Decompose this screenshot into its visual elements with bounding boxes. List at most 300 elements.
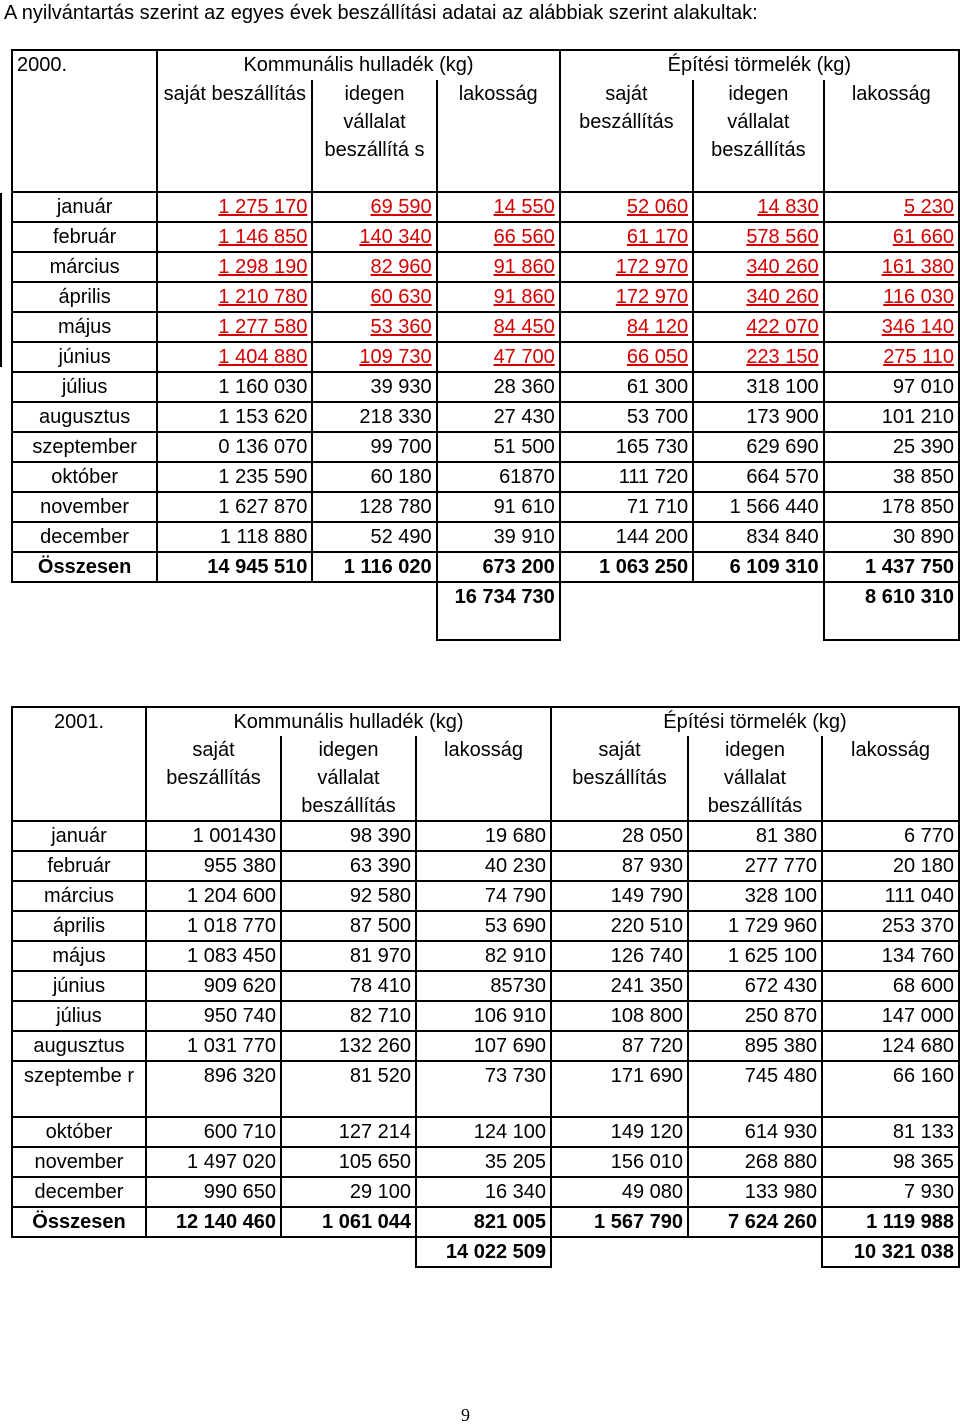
value-cell xyxy=(437,282,560,312)
value-cell xyxy=(146,941,281,971)
cell-value: 60 630 xyxy=(370,286,432,308)
value-cell xyxy=(560,432,693,462)
cell-value: 1 083 450 xyxy=(187,945,276,967)
value-cell xyxy=(551,1117,688,1147)
month-label: március xyxy=(12,252,157,282)
table-row xyxy=(12,851,959,881)
value-cell xyxy=(693,312,824,342)
value-cell xyxy=(688,1031,822,1061)
month-label: augusztus xyxy=(12,1031,146,1061)
cell-value: 5 230 xyxy=(903,196,954,218)
cell-value: 38 850 xyxy=(892,466,954,488)
table-row xyxy=(12,432,959,462)
value-cell xyxy=(693,372,824,402)
cell-value: 105 650 xyxy=(338,1151,411,1173)
cell-value: 223 150 xyxy=(746,346,819,368)
value-cell xyxy=(551,1147,688,1177)
month-label: november xyxy=(12,1147,146,1177)
cell-value: 20 180 xyxy=(892,855,954,877)
value-cell xyxy=(551,1031,688,1061)
month-label: augusztus xyxy=(12,402,157,432)
table-row xyxy=(12,282,959,312)
total-label: Összesen xyxy=(12,1207,146,1237)
grand-total-communal: 14 022 509 xyxy=(416,1237,551,1267)
cell-value: 1 118 880 xyxy=(219,526,308,548)
header-empty xyxy=(12,80,157,192)
table-row xyxy=(12,1147,959,1177)
value-cell xyxy=(551,1061,688,1117)
group-communal-waste: Kommunális hulladék (kg) xyxy=(157,50,559,80)
cell-value: 74 790 xyxy=(484,885,546,907)
cell-value: 99 700 xyxy=(370,436,432,458)
cell-value: 30 890 xyxy=(892,526,954,548)
value-cell xyxy=(437,342,560,372)
cell-value: 1 625 100 xyxy=(728,945,817,967)
value-cell xyxy=(693,342,824,372)
cell-value: 14 830 xyxy=(757,196,819,218)
value-cell xyxy=(688,1117,822,1147)
cell-value: 1 153 620 xyxy=(218,406,308,428)
value-cell xyxy=(416,1147,551,1177)
table-row xyxy=(12,881,959,911)
value-cell xyxy=(312,432,436,462)
value-cell xyxy=(551,821,688,851)
total-value: 673 200 xyxy=(437,552,560,582)
value-cell xyxy=(560,222,693,252)
table-row xyxy=(12,1001,959,1031)
value-cell xyxy=(822,1147,959,1177)
value-cell xyxy=(560,492,693,522)
header-residents-2: lakosság xyxy=(822,736,959,821)
value-cell xyxy=(437,522,560,552)
value-cell xyxy=(416,1001,551,1031)
cell-value: 218 330 xyxy=(359,406,432,428)
total-value: 7 624 260 xyxy=(688,1207,822,1237)
value-cell xyxy=(824,402,959,432)
cell-value: 66 050 xyxy=(626,346,689,368)
cell-value: 1 235 590 xyxy=(218,466,308,488)
value-cell xyxy=(693,462,824,492)
cell-value: 134 760 xyxy=(881,945,954,967)
value-cell xyxy=(560,402,693,432)
value-cell xyxy=(551,971,688,1001)
total-value: 821 005 xyxy=(416,1207,551,1237)
total-value: 1 116 020 xyxy=(312,552,436,582)
cell-value: 69 590 xyxy=(370,196,432,218)
value-cell xyxy=(551,851,688,881)
group-construction-debris: Építési törmelék (kg) xyxy=(551,707,959,736)
month-label: május xyxy=(12,312,157,342)
month-label: január xyxy=(12,821,146,851)
value-cell xyxy=(157,192,312,222)
table-row xyxy=(12,971,959,1001)
cell-value: 1 729 960 xyxy=(728,915,817,937)
table-2000 xyxy=(11,49,960,641)
value-cell xyxy=(312,342,436,372)
value-cell xyxy=(824,282,959,312)
total-row xyxy=(12,552,959,582)
cell-value: 127 214 xyxy=(338,1121,411,1143)
cell-value: 66 160 xyxy=(892,1065,954,1087)
cell-value: 1 404 880 xyxy=(218,346,308,368)
month-label: július xyxy=(12,372,157,402)
value-cell xyxy=(157,462,312,492)
cell-value: 664 570 xyxy=(746,466,819,488)
table-row xyxy=(12,821,959,851)
cell-value: 82 910 xyxy=(484,945,546,967)
header-residents: lakosság xyxy=(437,80,560,192)
cell-value: 1 627 870 xyxy=(218,496,308,518)
cell-value: 85730 xyxy=(490,975,546,997)
value-cell xyxy=(416,1031,551,1061)
cell-value: 1 204 600 xyxy=(187,885,276,907)
cell-value: 1 277 580 xyxy=(218,316,308,338)
value-cell xyxy=(281,1061,416,1117)
cell-value: 73 730 xyxy=(484,1065,546,1087)
value-cell xyxy=(437,222,560,252)
value-cell xyxy=(281,941,416,971)
value-cell xyxy=(312,402,436,432)
cell-value: 328 100 xyxy=(744,885,817,907)
value-cell xyxy=(822,881,959,911)
month-label: május xyxy=(12,941,146,971)
value-cell xyxy=(437,462,560,492)
value-cell xyxy=(688,941,822,971)
total-value: 1 119 988 xyxy=(822,1207,959,1237)
value-cell xyxy=(416,911,551,941)
cell-value: 82 960 xyxy=(370,256,432,278)
value-cell xyxy=(693,282,824,312)
value-cell xyxy=(688,1061,822,1117)
value-cell xyxy=(312,282,436,312)
cell-value: 108 800 xyxy=(610,1005,683,1027)
month-label: december xyxy=(12,1177,146,1207)
value-cell xyxy=(824,312,959,342)
cell-value: 101 210 xyxy=(881,406,954,428)
value-cell xyxy=(281,1117,416,1147)
header-own-delivery-2: saját beszállítás xyxy=(551,736,688,821)
cell-value: 318 100 xyxy=(746,376,819,398)
total-value: 1 567 790 xyxy=(551,1207,688,1237)
cell-value: 87 930 xyxy=(621,855,683,877)
value-cell xyxy=(824,462,959,492)
value-cell xyxy=(551,911,688,941)
cell-value: 124 100 xyxy=(473,1121,546,1143)
value-cell xyxy=(824,252,959,282)
value-cell xyxy=(824,222,959,252)
cell-value: 340 260 xyxy=(746,256,819,278)
cell-value: 53 360 xyxy=(370,316,432,338)
value-cell xyxy=(146,1117,281,1147)
cell-value: 29 100 xyxy=(349,1181,411,1203)
group-construction-debris: Építési törmelék (kg) xyxy=(560,50,959,80)
cell-value: 172 970 xyxy=(615,256,689,278)
header-foreign-company: idegen vállalat beszállítá s xyxy=(312,80,436,192)
cell-value: 0 136 070 xyxy=(218,436,308,458)
cell-value: 126 740 xyxy=(610,945,683,967)
value-cell xyxy=(693,492,824,522)
cell-value: 61870 xyxy=(499,466,555,488)
cell-value: 173 900 xyxy=(746,406,819,428)
value-cell xyxy=(281,971,416,1001)
value-cell xyxy=(822,1061,959,1117)
value-cell xyxy=(281,1031,416,1061)
cell-value: 81 380 xyxy=(755,825,817,847)
header-row-groups xyxy=(12,707,959,736)
cell-value: 950 740 xyxy=(203,1005,276,1027)
cell-value: 97 010 xyxy=(892,376,954,398)
header-own-delivery-2: saját beszállítás xyxy=(560,80,693,192)
cell-value: 340 260 xyxy=(746,286,819,308)
cell-value: 111 720 xyxy=(618,466,689,488)
table-row xyxy=(12,372,959,402)
cell-value: 133 980 xyxy=(744,1181,817,1203)
value-cell xyxy=(824,372,959,402)
value-cell xyxy=(688,851,822,881)
cell-value: 39 910 xyxy=(493,526,555,548)
cell-value: 1 298 190 xyxy=(218,256,308,278)
value-cell xyxy=(312,372,436,402)
cell-value: 346 140 xyxy=(881,316,954,338)
value-cell xyxy=(281,821,416,851)
value-cell xyxy=(822,911,959,941)
value-cell xyxy=(157,312,312,342)
header-residents-2: lakosság xyxy=(824,80,959,192)
cell-value: 1 160 030 xyxy=(218,376,308,398)
cell-value: 49 080 xyxy=(621,1181,683,1203)
total-value: 1 063 250 xyxy=(560,552,693,582)
value-cell xyxy=(146,1031,281,1061)
table-row xyxy=(12,941,959,971)
table-row xyxy=(12,192,959,222)
month-label: április xyxy=(12,282,157,312)
grand-total-construction: 10 321 038 xyxy=(822,1237,959,1267)
cell-value: 35 205 xyxy=(484,1151,546,1173)
total-value: 1 437 750 xyxy=(824,552,959,582)
cell-value: 241 350 xyxy=(610,975,683,997)
cell-value: 116 030 xyxy=(883,286,954,308)
value-cell xyxy=(437,252,560,282)
cell-value: 147 000 xyxy=(881,1005,954,1027)
value-cell xyxy=(560,312,693,342)
total-row xyxy=(12,1207,959,1237)
header-row-columns xyxy=(12,80,959,192)
value-cell xyxy=(822,821,959,851)
month-label: június xyxy=(12,971,146,1001)
cell-value: 909 620 xyxy=(203,975,276,997)
cell-value: 165 730 xyxy=(615,436,689,458)
table-row xyxy=(12,402,959,432)
group-communal-waste: Kommunális hulladék (kg) xyxy=(146,707,551,736)
value-cell xyxy=(688,1177,822,1207)
value-cell xyxy=(824,192,959,222)
cell-value: 7 930 xyxy=(903,1181,954,1203)
cell-value: 61 300 xyxy=(626,376,689,398)
value-cell xyxy=(693,432,824,462)
value-cell xyxy=(146,851,281,881)
value-cell xyxy=(822,851,959,881)
cell-value: 61 170 xyxy=(626,226,689,248)
month-label: március xyxy=(12,881,146,911)
value-cell xyxy=(416,1061,551,1117)
month-label: január xyxy=(12,192,157,222)
header-own-delivery: saját beszállítás xyxy=(146,736,281,821)
month-label: július xyxy=(12,1001,146,1031)
cell-value: 1 001430 xyxy=(192,825,276,847)
value-cell xyxy=(146,1147,281,1177)
cell-value: 98 365 xyxy=(892,1151,954,1173)
table-row xyxy=(12,252,959,282)
cell-value: 275 110 xyxy=(883,346,954,368)
value-cell xyxy=(157,402,312,432)
cell-value: 91 860 xyxy=(493,286,555,308)
value-cell xyxy=(312,252,436,282)
grand-total-communal: 16 734 730 xyxy=(437,582,560,640)
value-cell xyxy=(551,1001,688,1031)
cell-value: 47 700 xyxy=(493,346,555,368)
cell-value: 87 500 xyxy=(349,915,411,937)
cell-value: 52 490 xyxy=(370,526,432,548)
table-row xyxy=(12,222,959,252)
cell-value: 78 410 xyxy=(349,975,411,997)
cell-value: 1 031 770 xyxy=(187,1035,276,1057)
cell-value: 178 850 xyxy=(881,496,954,518)
year-label: 2000. xyxy=(12,50,157,80)
cell-value: 896 320 xyxy=(203,1065,276,1087)
cell-value: 92 580 xyxy=(349,885,411,907)
value-cell xyxy=(416,881,551,911)
cell-value: 422 070 xyxy=(746,316,819,338)
cell-value: 53 700 xyxy=(626,406,689,428)
value-cell xyxy=(312,522,436,552)
cell-value: 1 146 850 xyxy=(218,226,308,248)
cell-value: 27 430 xyxy=(493,406,555,428)
value-cell xyxy=(416,941,551,971)
table-row xyxy=(12,1031,959,1061)
total-value: 1 061 044 xyxy=(281,1207,416,1237)
value-cell xyxy=(824,432,959,462)
page-number: 9 xyxy=(461,1405,470,1425)
value-cell xyxy=(312,492,436,522)
value-cell xyxy=(146,881,281,911)
value-cell xyxy=(312,462,436,492)
cell-value: 82 710 xyxy=(349,1005,411,1027)
header-empty xyxy=(12,736,146,821)
cell-value: 1 566 440 xyxy=(729,496,819,518)
header-foreign-company-2: idegen vállalat beszállítás xyxy=(688,736,822,821)
value-cell xyxy=(822,1001,959,1031)
header-row-groups xyxy=(12,50,959,80)
grand-total-construction: 8 610 310 xyxy=(824,582,959,640)
cell-value: 68 600 xyxy=(892,975,954,997)
cell-value: 28 360 xyxy=(493,376,555,398)
cell-value: 84 120 xyxy=(626,316,689,338)
value-cell xyxy=(157,522,312,552)
value-cell xyxy=(146,821,281,851)
cell-value: 107 690 xyxy=(473,1035,546,1057)
cell-value: 6 770 xyxy=(903,825,954,847)
cell-value: 672 430 xyxy=(744,975,817,997)
value-cell xyxy=(437,192,560,222)
value-cell xyxy=(688,881,822,911)
value-cell xyxy=(437,312,560,342)
cell-value: 16 340 xyxy=(484,1181,546,1203)
cell-value: 84 450 xyxy=(493,316,555,338)
value-cell xyxy=(560,252,693,282)
year-label: 2001. xyxy=(12,707,146,736)
header-row-columns xyxy=(12,736,959,821)
cell-value: 53 690 xyxy=(484,915,546,937)
value-cell xyxy=(416,1177,551,1207)
value-cell xyxy=(312,312,436,342)
value-cell xyxy=(822,971,959,1001)
value-cell xyxy=(693,252,824,282)
table-row xyxy=(12,911,959,941)
cell-value: 98 390 xyxy=(349,825,411,847)
cell-value: 140 340 xyxy=(359,226,432,248)
header-own-delivery: saját beszállítás xyxy=(157,80,312,192)
cell-value: 106 910 xyxy=(473,1005,546,1027)
cell-value: 144 200 xyxy=(615,526,689,548)
cell-value: 132 260 xyxy=(338,1035,411,1057)
value-cell xyxy=(824,342,959,372)
cell-value: 109 730 xyxy=(359,346,432,368)
value-cell xyxy=(822,1031,959,1061)
cell-value: 91 610 xyxy=(493,496,555,518)
cell-value: 63 390 xyxy=(349,855,411,877)
cell-value: 61 660 xyxy=(892,226,954,248)
value-cell xyxy=(416,851,551,881)
value-cell xyxy=(551,1177,688,1207)
cell-value: 1 018 770 xyxy=(187,915,276,937)
month-label: november xyxy=(12,492,157,522)
value-cell xyxy=(688,1147,822,1177)
cell-value: 25 390 xyxy=(892,436,954,458)
cell-value: 990 650 xyxy=(203,1181,276,1203)
cell-value: 629 690 xyxy=(746,436,819,458)
month-label: december xyxy=(12,522,157,552)
cell-value: 81 520 xyxy=(349,1065,411,1087)
cell-value: 161 380 xyxy=(881,256,954,278)
value-cell xyxy=(157,282,312,312)
cell-value: 614 930 xyxy=(744,1121,817,1143)
cell-value: 149 790 xyxy=(610,885,683,907)
table-row xyxy=(12,1177,959,1207)
value-cell xyxy=(146,1177,281,1207)
value-cell xyxy=(688,821,822,851)
cell-value: 1 497 020 xyxy=(187,1151,276,1173)
cell-value: 253 370 xyxy=(881,915,954,937)
cell-value: 51 500 xyxy=(493,436,555,458)
intro-text: A nyilvántartás szerint az egyes évek beszállítási adatai az alábbiak szerint alakultak: xyxy=(4,2,758,24)
value-cell xyxy=(312,222,436,252)
value-cell xyxy=(157,342,312,372)
month-label: április xyxy=(12,911,146,941)
value-cell xyxy=(560,282,693,312)
value-cell xyxy=(693,192,824,222)
value-cell xyxy=(157,372,312,402)
table-row xyxy=(12,342,959,372)
cell-value: 81 133 xyxy=(892,1121,954,1143)
cell-value: 66 560 xyxy=(493,226,555,248)
value-cell xyxy=(688,911,822,941)
value-cell xyxy=(312,192,436,222)
cell-value: 600 710 xyxy=(203,1121,276,1143)
value-cell xyxy=(437,432,560,462)
value-cell xyxy=(157,252,312,282)
cell-value: 128 780 xyxy=(359,496,432,518)
table-row xyxy=(12,1061,959,1117)
